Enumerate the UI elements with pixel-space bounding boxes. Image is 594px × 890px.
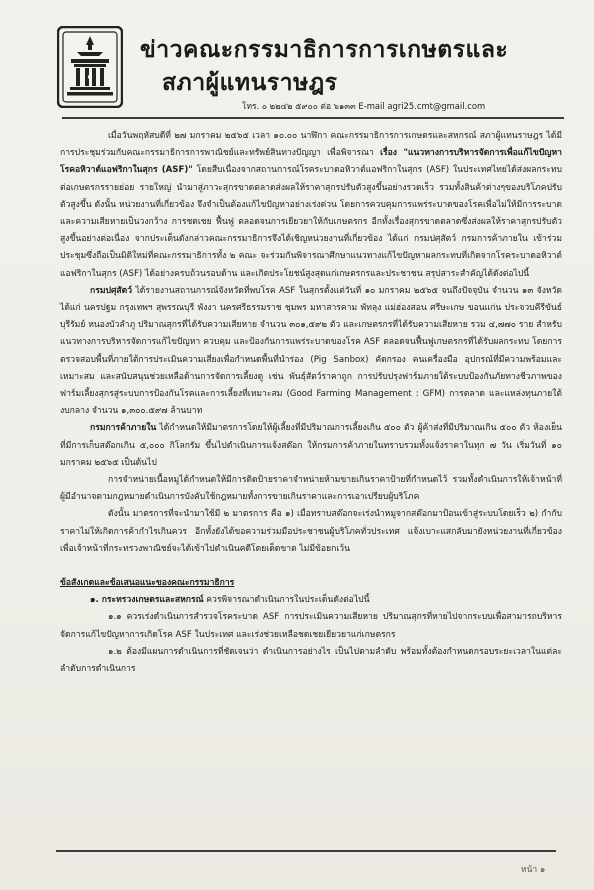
livestock-paragraph	[60, 283, 562, 421]
footer-divider	[56, 850, 556, 852]
ministry-label: ๑. กระทรวงเกษตรและสหกรณ์	[90, 595, 204, 606]
header-divider	[62, 117, 564, 119]
measures-paragraph: ดังนั้น มาตรการที่จะนำมาใช้มี ๒ มาตรการ คือ ๑) เมื่อทราบสต๊อกจะเร่งนำหมูจากสต๊อกมาป้อนเข้าสู่ระบบโดยเร็ว ๒) กำกับราคาไม่ให้เกิดการค้ากำไรเกินควร อีกทั้งยังได้ขอความร่วมมือประชาชนผู้บริโภคทั่วประเทศ แจ้งเบาะแสกลับมายังหน่วยงานที่เกี่ยวข้องเพื่อเจ้าหน้าที่กระทรวงพาณิชย์จะได้เข้าไปดำเนินคดีโดยเด็ดขาด ไม่มีข้อยกเว้น	[60, 509, 562, 554]
subject-title: "แนวทางการบริหารจัดการเพื่อแก้ไขปัญหาโรคอหิวาต์แอฟริกาในสุกร (ASF)"	[60, 148, 562, 176]
letterhead	[0, 0, 594, 118]
livestock-label: กรมปศุสัตว์	[90, 285, 133, 296]
letterhead-subtitle: สภาผู้แทนราษฎร	[162, 70, 338, 96]
contact-info: โทร. ๐ ๒๒๔๒ ๕๙๐๐ ต่อ ๖๑๓๓ E-mail agri25.cmt@gmail.com	[242, 101, 486, 111]
recommendation-sub-2: ๑.๒ ต้องมีแผนการดำเนินการที่ชัดเจนว่า ดำเนินการอย่างไร เป็นไปตามลำดับ พร้อมทั้งต้องกำหนดกรอบระยะเวลาในแต่ละลำดับการดำเนินการ	[60, 646, 562, 675]
intro-text-start: เมื่อวันพฤหัสบดีที่ ๒๗ มกราคม ๒๕๖๕ เวลา ๑๐.๐๐ นาฬิกา คณะกรรมาธิการการเกษตรและสหกรณ์ สภาผู้แทนราษฎร ได้มีการประชุมร่วมกับคณะกรรมาธิการการพาณิชย์และทรัพย์สินทางปัญญา เพื่อพิจารณา	[60, 131, 562, 159]
letterhead-title: ข่าวคณะกรรมาธิการการเกษตรและ	[140, 37, 509, 63]
page-number: หน้า ๑	[521, 865, 546, 875]
recommendation-item-1	[60, 592, 562, 609]
ministry-text: ควรพิจารณาดำเนินการในประเด็นดังต่อไปนี้	[203, 595, 370, 606]
parliament-emblem-icon	[57, 26, 123, 108]
recommendation-sub-1: ๑.๑ ควรเร่งดำเนินการสำรวจโรคระบาด ASF การประเมินความเสียหาย ปริมาณสุกรที่หายไปจากระบบเพื่อสามารถบริหารจัดการแก้ไขปัญหาการเกิดโรค ASF ในประเทศ และเร่งช่วยเหลือชดเชยเยียวยาแก่เกษตรกร	[60, 612, 562, 640]
livestock-text: ได้รายงานสถานการณ์จังหวัดที่พบโรค ASF ในสุกรตั้งแต่วันที่ ๑๐ มกราคม ๒๕๖๕ จนถึงปัจจุบัน จำนวน ๑๓ จังหวัด ได้แก่ นครปฐม กรุงเทพฯ สุพรรณบุรี พังงา นครศรีธรรมราช ชุมพร มหาสารคาม พัทลุง แม่ฮ่องสอน ศรีษะเกษ ขอนแก่น ประจวบคีรีขันธ์ บุรีรัมย์ หนองบัวลำภู ปริมาณสุกรที่ได้รับความเสียหาย จำนวน ๓๐๑,๕๙๒ ตัว และเกษตรกรที่ได้รับความเสียหาย รวม ๔,๗๗๐ ราย สำหรับแนวทางการบริหารจัดการแก้ไขปัญหา ควบคุม และป้องกันการแพร่ระบาดของโรค ASF ตลอดจนฟื้นฟูเกษตรกรที่ได้รับผลกระทบ โดยการตรวจสอบพื้นที่ภายใต้การประเมินความเสี่ยงเพื่อกำหนดพื้นที่นำร่อง (Pig Sanbox) คัดกรอง คนเครื่องมือ อุปกรณ์ที่มีความพร้อมและเหมาะสม และสนับสนุนช่วยเหลือด้านการจัดการเลี้ยงดู เช่น พันธุ์สัตว์ราคาถูก การปรับปรุงฟาร์มภายใต้ระบบป้องกันภัยทางชีวภาพของฟาร์มเลี้ยงสุกรสู่ระบบการป้องกันโรคและการเลี้ยงที่เหมาะสม (Good Farming Management : GFM) การตลาด และแหล่งทุนภายใต้งบกลาง จำนวน ๑,๓๐๐.๕๙๗ ล้านบาท	[60, 285, 562, 417]
pork-sales-paragraph: การจำหน่ายเนื้อหมูได้กำหนดให้มีการติดป้ายราคาจำหน่ายห้ามขายเกินราคาป้ายที่กำหนดไว้ รวมทั้งดำเนินการให้เจ้าหน้าที่ผู้มีอำนาจตามกฎหมายดำเนินการบังคับใช้กฎหมายทั้งการขายเกินราคาและการเอาเปรียบผู้บริโภค	[60, 475, 562, 503]
news-body	[60, 128, 562, 678]
intro-paragraph	[60, 128, 562, 283]
subject-label: เรื่อง	[380, 148, 398, 159]
internal-trade-paragraph	[60, 420, 562, 472]
internal-trade-text: ได้กำหนดให้มีมาตรการโดยให้ผู้เลี้ยงที่มีปริมาณการเลี้ยงเกิน ๕๐๐ ตัว ผู้ค้าส่งที่มีปริมาณเกิน ๕๐๐ ตัว ห้องเย็นที่มีการเก็บสต๊อกเกิน ๕,๐๐๐ กิโลกรัม ขึ้นไปดำเนินการแจ้งสต๊อก ให้กรมการค้าภายในทราบรวมทั้งแจ้งราคาในทุก ๗ วัน เริ่มวันที่ ๑๐ มกราคม ๒๕๖๕ เป็นต้นไป	[60, 423, 562, 468]
intro-text-rest: โดยสืบเนื่องจากสถานการณ์โรคระบาดอหิวาต์แอฟริกาในสุกร (ASF) ในประเทศไทยได้ส่งผลกระทบต่อเกษตรกรรายย่อย รายใหญ่ นำมาสู่ภาวะสุกรขาดตลาดส่งผลให้ราคาสุกรปรับตัวสูงขึ้นอย่างรวดเร็ว รวมทั้งสินค้าต่างๆของบริโภคปรับตัวสูงขึ้น ดังนั้น หน่วยงานที่เกี่ยวข้อง จึงจำเป็นต้องแก้ไขปัญหาอย่างเร่งด่วน โดยการควบคุมการแพร่ระบาดของโรคเพื่อไม่ให้มีการระบาดและความเสียหายเป็นวงกว้าง การชดเชย ฟื้นฟู ตลอดจนการเยียวยาให้กับเกษตรกร อีกทั้งเรื่องสุกรขาดตลาดซึ่งส่งผลให้ราคาสุกรปรับตัวสูงขึ้นอย่างต่อเนื่อง จากประเด็นดังกล่าวคณะกรรมาธิการจึงได้เชิญหน่วยงานที่เกี่ยวข้อง ได้แก่ กรมปศุสัตว์ กรมการค้าภายใน เข้าร่วมประชุมซึ่งถือเป็นมิติใหม่ที่คณะกรรมาธิการทั้ง ๒ คณะ จะร่วมกันพิจารณาศึกษาแนวทางแก้ไขปัญหาผลกระทบที่เกิดจากโรคระบาดอหิวาต์แอฟริกาในสุกร (ASF) ได้อย่างครบถ้วนรอบด้าน และเกิดประโยชน์สูงสุดแก่เกษตรกรและประชาชน สรุปสาระสำคัญได้ดังต่อไปนี้	[60, 165, 563, 279]
internal-trade-label: กรมการค้าภายใน	[90, 423, 157, 434]
recommendations-heading: ข้อสังเกตและข้อเสนอแนะของคณะกรรมาธิการ	[60, 578, 235, 589]
